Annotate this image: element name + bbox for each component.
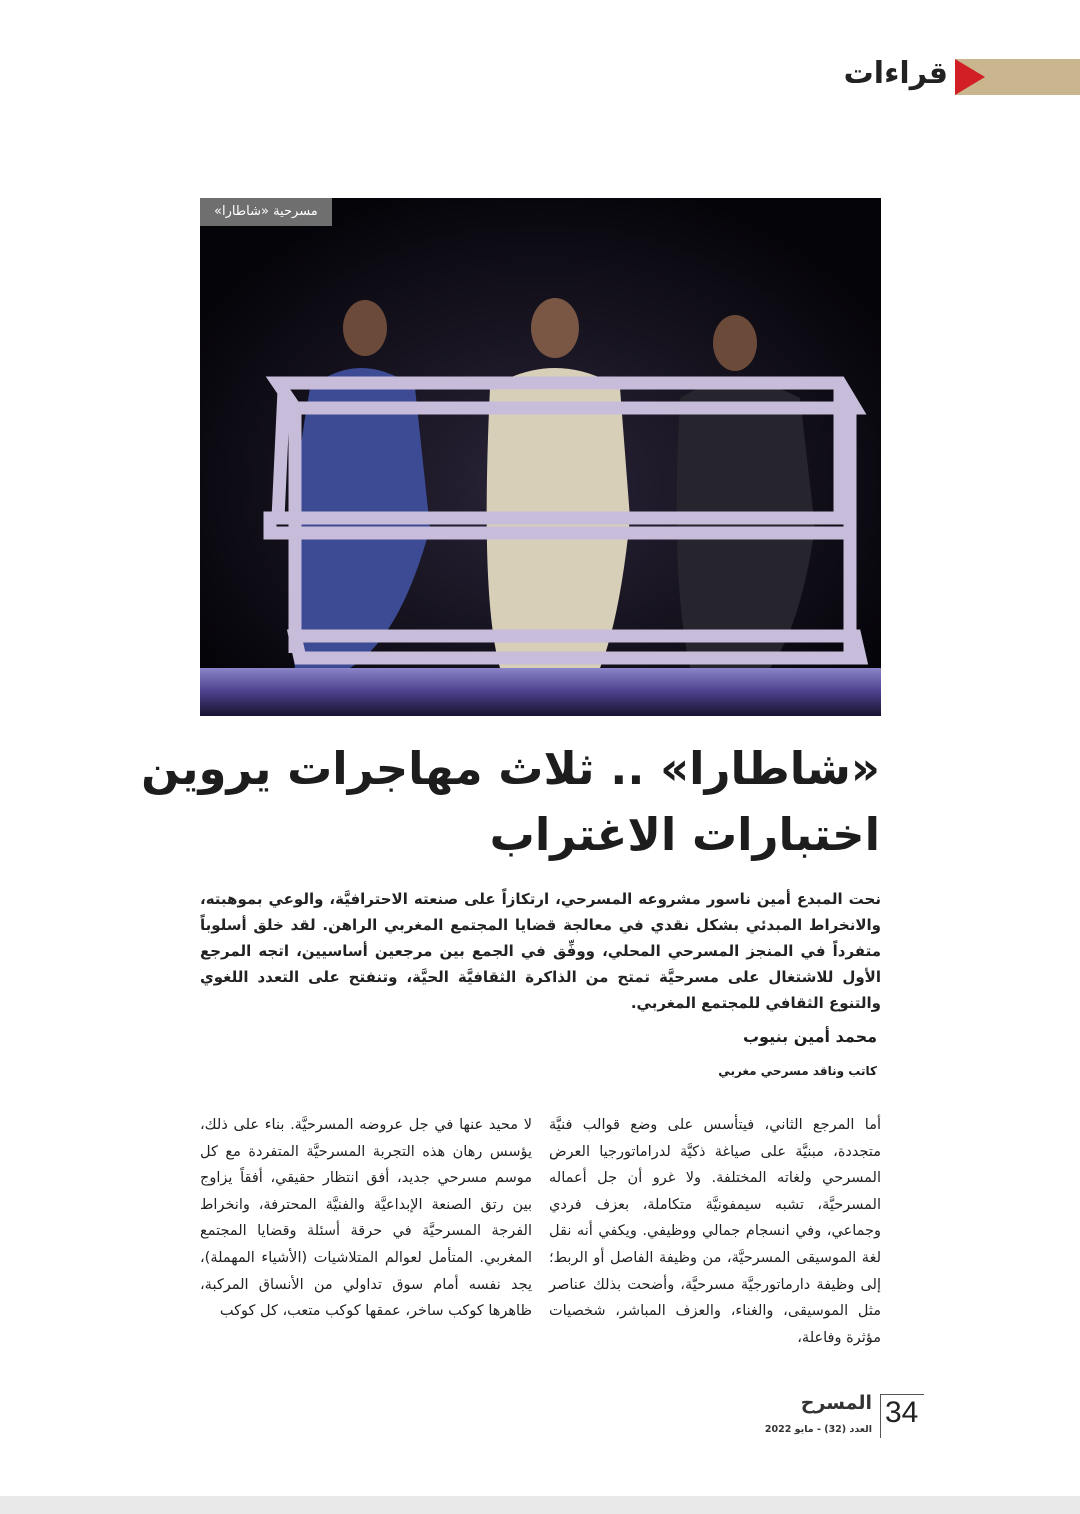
magazine-name: المسرح: [800, 1392, 872, 1414]
section-accent-triangle: [955, 59, 985, 95]
author-name: محمد أمين بنيوب: [742, 1027, 877, 1046]
stage-scene-illustration: [200, 198, 881, 716]
article-title-line-1: «شاطارا» .. ثلاث مهاجرات يروين: [141, 742, 880, 795]
article-title: [141, 736, 880, 868]
bottom-strip: [0, 1496, 1080, 1514]
body-column-right: أما المرجع الثاني، فيتأسس على وضع قوالب فنيَّة متجددة، مبنيَّة على صياغة ذكيَّة لدراماتورجيا العرض المسرحي ولغاته المختلفة. ولا غرو أن جل أعماله المسرحيَّة، تشبه سيمفونيَّة متكاملة، بعزف فردي وجماعي، وفي انسجام جمالي ووظيفي. ويكفي أنه نقل لغة الموسيقى المسرحيَّة، من وظيفة الفاصل أو الربط؛ إلى وظيفة دارماتورجيَّة مسرحيَّة، وأضحت بذلك عناصر مثل الموسيقى، والغناء، والعزف المباشر، شخصيات مؤثرة وفاعلة،: [549, 1117, 881, 1346]
folio-rule-side: [880, 1394, 881, 1438]
photo-caption: مسرحية «شاطارا»: [200, 198, 332, 226]
article-photo: [200, 198, 881, 716]
issue-line: العدد (32) - مايو 2022: [764, 1424, 872, 1435]
section-label: قراءات: [843, 56, 948, 91]
body-column-left: لا محيد عنها في جل عروضه المسرحيَّة. بناء على ذلك، يؤسس رهان هذه التجربة المسرحيَّة المتفردة مع كل موسم مسرحي جديد، أفق انتظار حقيقي، أفقاً يزاوج بين رتق الصنعة الإبداعيَّة والفنيَّة المحترفة، وانخراط الفرجة المسرحيَّة في حرقة أسئلة وقضايا المجتمع المغربي. المتأمل لعوالم المتلاشيات (الأشياء المهملة)، يجد نفسه أمام سوق تداولي من الأنساق المركبة، ظاهرها كوكب ساخر، عمقها كوكب متعب، كل كوكب: [200, 1117, 532, 1320]
author-role: كاتب وناقد مسرحي مغربي: [718, 1064, 877, 1078]
page-number: 34: [885, 1396, 919, 1429]
article-lead: نحت المبدع أمين ناسور مشروعه المسرحي، ارتكازاً على صنعته الاحترافيَّة، والوعي بموهبته، والانخراط المبدئي بشكل نقدي في معالجة قضايا المجتمع المغربي الراهن. لقد خلق أسلوباً متفرداً في المنجز المسرحي المحلي، ووفِّق في الجمع بين مرجعين أساسيين، اتجه المرجع الأول للاشتغال على مسرحيَّة تمتح من الذاكرة الثقافيَّة الحيَّة، وتنفتح على التعدد اللغوي والتنوع الثقافي للمجتمع المغربي.: [200, 890, 881, 1012]
folio-rule-top: [880, 1394, 924, 1395]
article-title-line-2: اختبارات الاغتراب: [489, 808, 880, 861]
